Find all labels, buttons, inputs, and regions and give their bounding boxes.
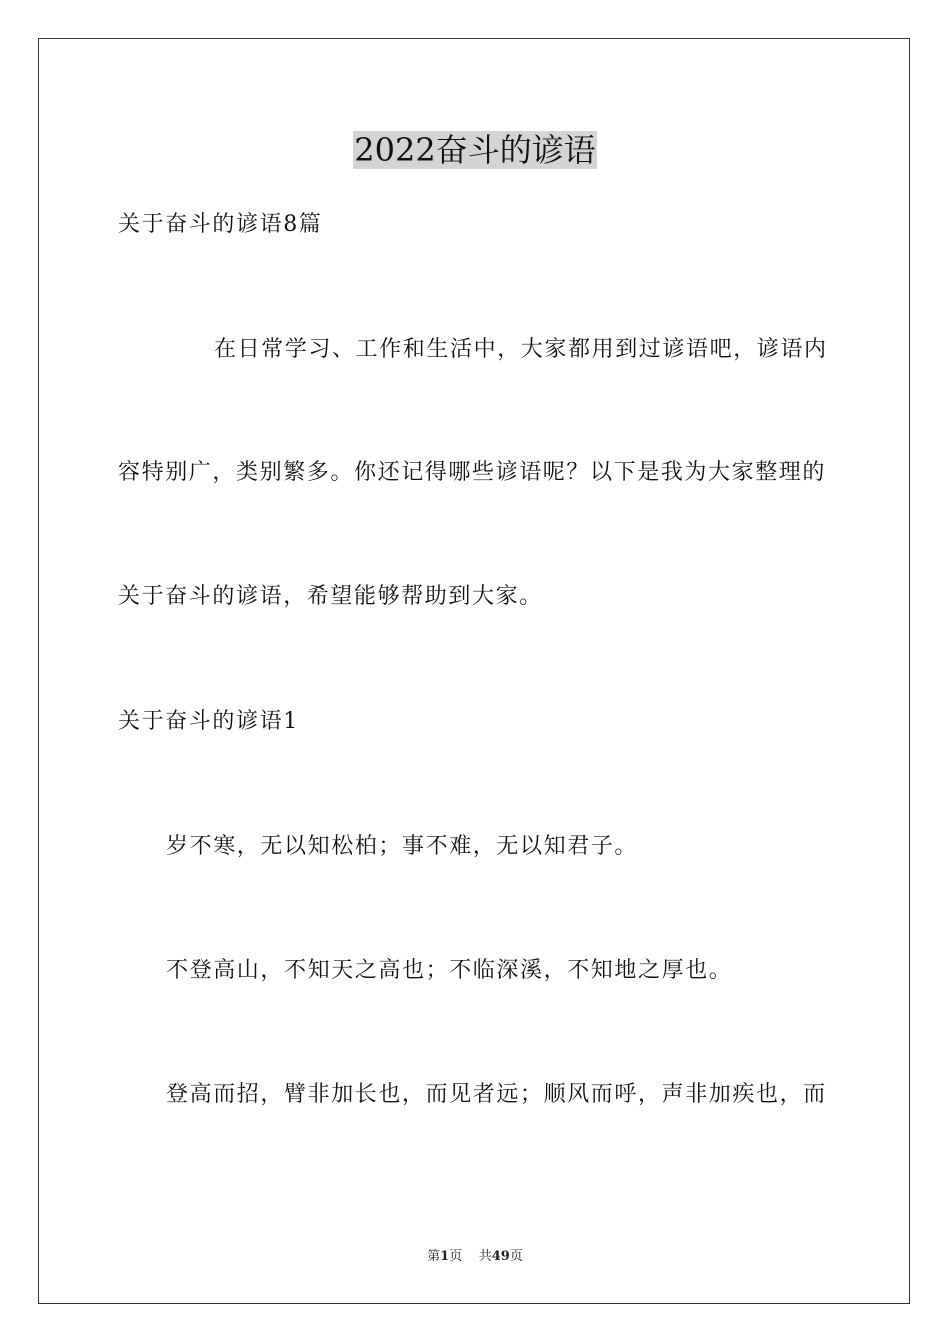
- footer-total-pages: 49: [491, 1249, 510, 1264]
- footer-page-number: 1: [440, 1249, 450, 1264]
- document-subtitle: 关于奋斗的谚语8篇: [118, 212, 323, 237]
- intro-line-2: 容特别广，类别繁多。你还记得哪些谚语呢？以下是我为大家整理的: [118, 460, 827, 485]
- footer-total-suffix: 页: [509, 1249, 523, 1264]
- intro-line-1: 在日常学习、工作和生活中，大家都用到过谚语吧，谚语内: [214, 337, 828, 362]
- section-heading: 关于奋斗的谚语1: [118, 709, 299, 734]
- document-title: [0, 128, 950, 172]
- document-title-text: 2022奋斗的谚语: [354, 131, 596, 169]
- intro-line-3: 关于奋斗的谚语，希望能够帮助到大家。: [118, 584, 543, 609]
- proverb-line-1: 岁不寒，无以知松柏；事不难，无以知君子。: [166, 834, 639, 859]
- footer-total-prefix: 共: [478, 1249, 492, 1264]
- proverb-line-3: 登高而招，臂非加长也，而见者远；顺风而呼，声非加疾也，而: [166, 1082, 827, 1107]
- footer-page-suffix: 页: [449, 1249, 463, 1264]
- footer-page-prefix: 第: [427, 1249, 441, 1264]
- proverb-line-2: 不登高山，不知天之高也；不临深溪，不知地之厚也。: [166, 958, 733, 983]
- page-footer: [0, 1248, 950, 1266]
